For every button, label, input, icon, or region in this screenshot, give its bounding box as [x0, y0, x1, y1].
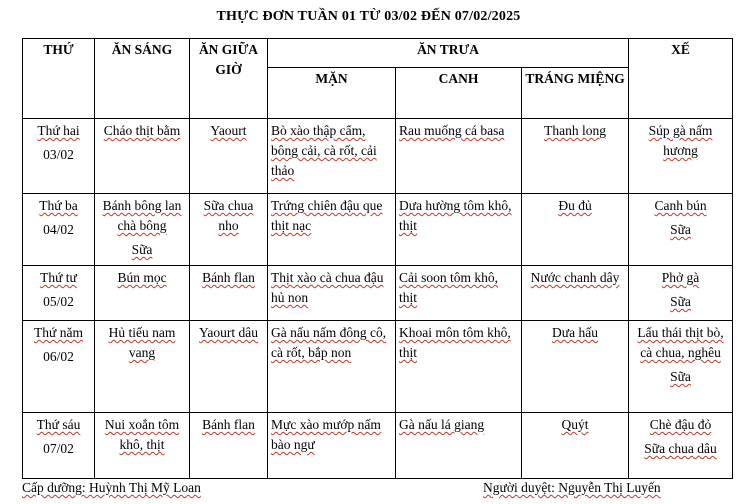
afternoon-item: Canh bún [654, 198, 707, 213]
table-row [23, 413, 733, 479]
midmorning-cell: Sữa chua nho [190, 194, 268, 266]
table-row [23, 119, 733, 194]
dessert-cell: Thanh long [522, 119, 629, 194]
header-dessert: TRÁNG MIỆNG [522, 68, 629, 119]
afternoon-cell [629, 194, 733, 266]
day-date: 03/02 [43, 147, 74, 162]
afternoon-item: Sữa [670, 222, 691, 237]
midmorning-cell: Yaourt dâu [190, 321, 268, 413]
day-cell [23, 321, 95, 413]
midmorning-cell: Yaourt [190, 119, 268, 194]
table-row [23, 266, 733, 321]
day-date: 07/02 [43, 441, 74, 456]
soup-cell: Cải soon tôm khô, thịt [396, 266, 522, 321]
midmorning-cell: Bánh flan [190, 266, 268, 321]
breakfast-cell [95, 194, 190, 266]
day-cell [23, 266, 95, 321]
afternoon-item: Phở gà [661, 270, 700, 285]
savory-cell: Mực xào mướp nấm bào ngư [268, 413, 396, 479]
afternoon-cell [629, 119, 733, 194]
header-row-top [23, 39, 733, 68]
day-cell [23, 194, 95, 266]
savory-cell: Thịt xào cà chua đậu hủ non [268, 266, 396, 321]
day-name: Thứ năm [34, 325, 83, 340]
afternoon-cell [629, 266, 733, 321]
afternoon-item: Sữa [670, 294, 691, 309]
day-name: Thứ hai [37, 123, 80, 138]
header-afternoon: XẾ [629, 39, 733, 119]
afternoon-item: Sữa chua dâu [644, 441, 717, 456]
savory-cell: Trứng chiên đậu que thịt nạc [268, 194, 396, 266]
table-row [23, 321, 733, 413]
savory-cell: Gà nấu nấm đông cô, cà rốt, bắp non [268, 321, 396, 413]
dessert-cell: Đu đủ [522, 194, 629, 266]
header-midmorning: ĂN GIỮA GIỜ [190, 39, 268, 119]
afternoon-item: Sữa [670, 369, 691, 384]
breakfast-cell: Hủ tiếu nam vang [95, 321, 190, 413]
breakfast-cell: Nui xoắn tôm khô, thịt [95, 413, 190, 479]
soup-cell: Dưa hường tôm khô, thịt [396, 194, 522, 266]
day-name: Thứ tư [40, 270, 77, 285]
day-date: 06/02 [43, 349, 74, 364]
dessert-cell: Dưa hấu [522, 321, 629, 413]
afternoon-item: Chè đậu đỏ [649, 417, 712, 432]
midmorning-cell: Bánh flan [190, 413, 268, 479]
day-name: Thứ sáu [36, 417, 81, 432]
header-soup: CANH [396, 68, 522, 119]
breakfast-cell: Cháo thịt bằm [95, 119, 190, 194]
soup-cell: Gà nấu lá giang [396, 413, 522, 479]
soup-cell: Rau muống cá basa [396, 119, 522, 194]
dessert-cell: Quýt [522, 413, 629, 479]
weekly-menu-table [22, 38, 733, 479]
afternoon-cell [629, 321, 733, 413]
day-date: 04/02 [43, 222, 74, 237]
breakfast-cell: Bún mọc [95, 266, 190, 321]
approver-signature-line: Người duyệt: Nguyễn Thị Luyến [483, 480, 661, 495]
header-savory: MẶN [268, 68, 396, 119]
day-cell [23, 119, 95, 194]
savory-cell: Bò xào thập cẩm, bông cải, cà rốt, cải thảo [268, 119, 396, 194]
breakfast-item: Bánh bông lan chà bông [102, 198, 182, 233]
day-cell [23, 413, 95, 479]
soup-cell: Khoai môn tôm khô, thịt [396, 321, 522, 413]
header-lunch: ĂN TRƯA [268, 39, 629, 68]
header-day: THỨ [23, 39, 95, 119]
breakfast-item: Sữa [131, 242, 153, 257]
afternoon-item: Lẩu thái thịt bò, cà chua, nghêu [637, 325, 724, 360]
header-breakfast: ĂN SÁNG [95, 39, 190, 119]
afternoon-cell [629, 413, 733, 479]
afternoon-item: Súp gà nấm hương [648, 123, 713, 158]
cook-signature-line: Cấp dưỡng: Huỳnh Thị Mỹ Loan [22, 480, 201, 495]
table-row [23, 194, 733, 266]
dessert-cell: Nước chanh dây [522, 266, 629, 321]
menu-title: THỰC ĐƠN TUẦN 01 TỪ 03/02 ĐẾN 07/02/2025 [216, 9, 521, 24]
day-name: Thứ ba [39, 198, 78, 213]
day-date: 05/02 [43, 294, 74, 309]
